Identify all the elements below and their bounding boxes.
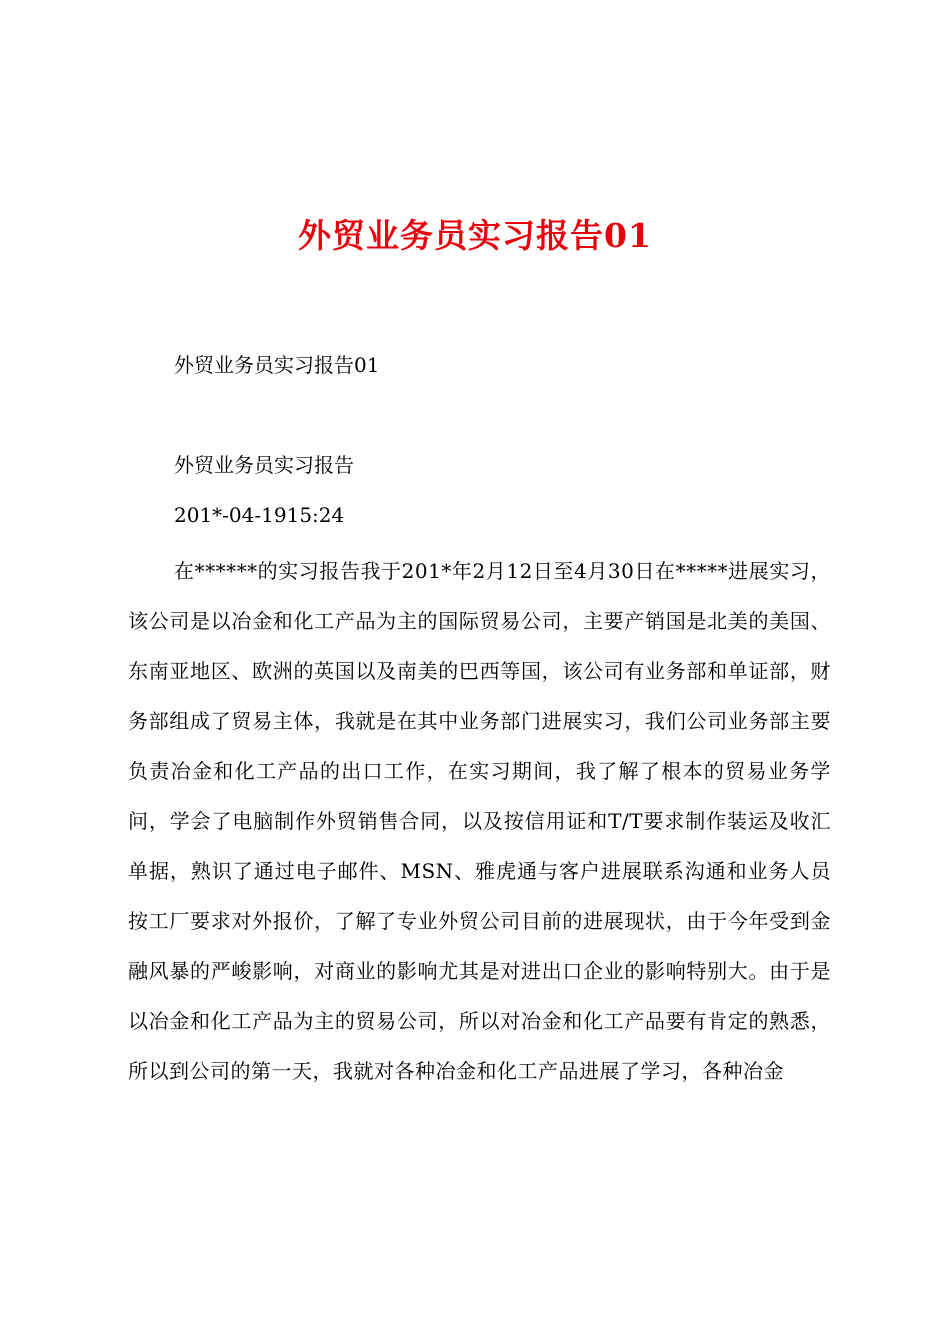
report-date: 201*-04-1915:24 [174, 503, 345, 527]
body-paragraph: 在******的实习报告我于201*年2月12日至4月30日在*****进展实习，该公司是以冶金和化工产品为主的国际贸易公司，主要产销国是北美的美国、东南亚地区、欧洲的英国以及南美的巴西等国，该公司有业务部和单证部，财务部组成了贸易主体，我就是在其中业务部门进展实习，我们公司业务部主要负责冶金和化工产品的出口工作，在实习期间，我了解了根本的贸易业务学问，学会了电脑制作外贸销售合同，以及按信用证和T/T要求制作装运及收汇单据，熟识了通过电子邮件、MSN、雅虎通与客户进展联系沟通和业务人员按工厂要求对外报价，了解了专业外贸公司目前的进展现状，由于今年受到金融风暴的严峻影响，对商业的影响尤其是对进出口企业的影响特别大。由于是以冶金和化工产品为主的贸易公司，所以对冶金和化工产品要有肯定的熟悉，所以到公司的第一天，我就对各种冶金和化工产品进展了学习，各种冶金 [128, 559, 831, 1083]
report-heading: 外贸业务员实习报告 [174, 453, 354, 477]
document-subtitle: 外贸业务员实习报告01 [174, 353, 380, 377]
document-title: 外贸业务员实习报告01 [298, 216, 652, 255]
